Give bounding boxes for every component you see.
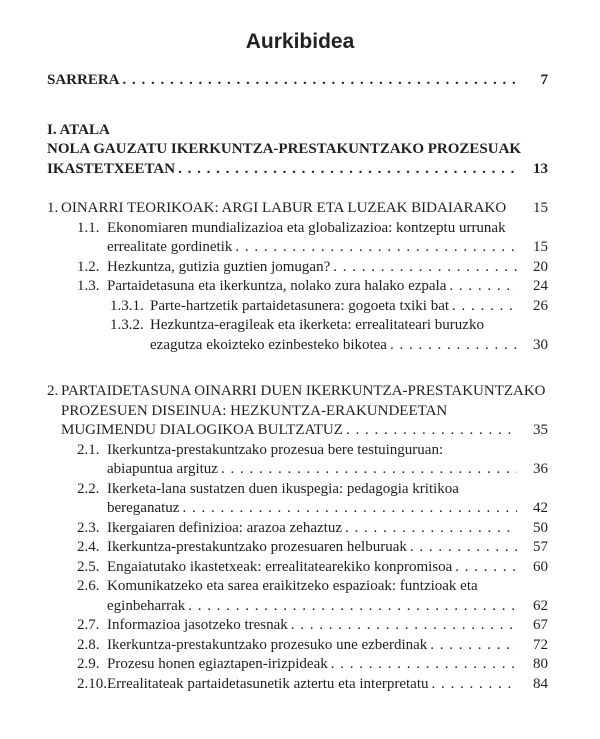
entry-number: 2.5. — [77, 558, 100, 575]
entry-line — [107, 519, 548, 539]
entry-number: 1.1. — [77, 219, 100, 236]
dot-leader — [449, 277, 517, 297]
toc-entry-s2-3 — [77, 519, 548, 539]
entry-line — [61, 199, 548, 219]
toc-entry-s2-7 — [77, 616, 548, 636]
entry-text: abiapuntua argituz — [107, 461, 218, 477]
entry-number: 1.2. — [77, 258, 100, 275]
entry-line — [107, 597, 548, 617]
toc-list — [0, 71, 600, 694]
entry-line — [107, 480, 548, 500]
page-number: 84 — [533, 675, 548, 692]
entry-line — [107, 258, 548, 278]
entry-text: bereganatuz — [107, 500, 180, 516]
page-number: 50 — [533, 519, 548, 536]
entry-text: PARTAIDETASUNA OINARRI DUEN IKERKUNTZA-PRESTAKUNTZAKO — [61, 383, 546, 399]
entry-body — [107, 441, 548, 480]
toc-entry-s2-8 — [77, 636, 548, 656]
entry-body — [107, 480, 548, 519]
toc-entry-s1-3-1 — [110, 297, 548, 317]
entry-text: NOLA GAUZATU IKERKUNTZA-PRESTAKUNTZAKO PROZESUAK — [47, 141, 522, 157]
entry-body — [107, 675, 548, 695]
toc-entry-s1-3 — [77, 277, 548, 297]
toc-entry-s1-3-2 — [110, 316, 548, 355]
entry-line — [107, 655, 548, 675]
entry-line — [107, 675, 548, 695]
entry-body — [47, 121, 548, 180]
entry-number: 2.1. — [77, 441, 100, 458]
entry-line — [47, 140, 548, 160]
entry-text: Prozesu honen egiaztapen-irizpideak — [107, 656, 328, 672]
dot-leader — [331, 655, 517, 675]
entry-text: eginbeharrak — [107, 597, 186, 614]
entry-body — [107, 558, 548, 578]
toc-entry-atala — [47, 121, 548, 180]
toc-entry-ch2 — [47, 382, 548, 441]
entry-text: I. ATALA — [47, 121, 110, 138]
page-number: 24 — [533, 278, 548, 294]
entry-body — [107, 636, 548, 656]
page-number: 62 — [533, 597, 548, 614]
entry-number: 2.4. — [77, 539, 100, 555]
entry-body — [61, 382, 548, 441]
entry-text: Hezkuntza, gutizia guztien jomugan? — [107, 258, 331, 275]
dot-leader — [235, 238, 517, 258]
entry-line — [107, 219, 548, 239]
toc-entry-s2-5 — [77, 558, 548, 578]
entry-line — [107, 441, 548, 461]
toc-entry-s1-2 — [77, 258, 548, 278]
entry-body — [47, 71, 548, 91]
page-number: 67 — [533, 617, 548, 633]
entry-line — [107, 460, 548, 480]
entry-number: 2.9. — [77, 656, 100, 672]
entry-number: 1.3. — [77, 278, 100, 294]
dot-leader — [390, 336, 517, 356]
entry-number: 2.7. — [77, 617, 100, 633]
entry-text: ezagutza ekoizteko ezinbesteko bikotea — [150, 336, 387, 353]
toc-entry-s1-1 — [77, 219, 548, 258]
entry-line — [107, 616, 548, 636]
entry-line — [150, 297, 548, 317]
dot-leader — [123, 71, 517, 91]
dot-leader — [182, 499, 517, 519]
toc-entry-s2-6 — [77, 577, 548, 616]
entry-line — [150, 336, 548, 356]
dot-leader — [455, 558, 517, 578]
page-number: 60 — [533, 558, 548, 575]
page-number: 57 — [533, 539, 548, 555]
entry-line — [47, 121, 548, 141]
entry-body — [107, 277, 548, 297]
entry-text: Ikergaiaren definizioa: arazoa zehaztuz — [107, 519, 342, 536]
entry-body — [107, 538, 548, 558]
entry-text: Partaidetasuna eta ikerkuntza, nolako zura halako ezpala — [107, 278, 447, 294]
entry-text: errealitate gordinetik — [107, 239, 233, 255]
entry-line — [107, 238, 548, 258]
page-number: 26 — [533, 297, 548, 314]
entry-body — [107, 219, 548, 258]
entry-text: Ikerkuntza-prestakuntzako prozesua bere testuinguruan: — [107, 441, 444, 458]
entry-text: Komunikatzeko eta sarea eraikitzeko espazioak: funtzioak eta — [107, 578, 478, 594]
entry-number: 2.3. — [77, 519, 100, 536]
entry-text: OINARRI TEORIKOAK: ARGI LABUR ETA LUZEAK BIDAIARAKO — [61, 200, 507, 216]
dot-leader — [346, 421, 517, 441]
entry-body — [107, 519, 548, 539]
entry-text: Ekonomiaren mundializazioa eta globalizazioa: kontzeptu urrunak — [107, 219, 506, 236]
page-number: 13 — [533, 160, 548, 177]
entry-line — [61, 382, 548, 402]
entry-text: PROZESUEN DISEINUA: HEZKUNTZA-ERAKUNDEETAN — [61, 402, 448, 419]
entry-line — [107, 499, 548, 519]
entry-line — [47, 160, 548, 180]
toc-entry-s2-9 — [77, 655, 548, 675]
entry-line — [107, 577, 548, 597]
dot-leader — [188, 597, 517, 617]
document-page — [0, 29, 600, 739]
entry-line — [107, 558, 548, 578]
page-number: 20 — [533, 258, 548, 275]
dot-leader — [291, 616, 517, 636]
dot-leader — [430, 636, 517, 656]
dot-leader — [221, 460, 517, 480]
entry-number: 2.2. — [77, 480, 100, 497]
toc-entry-s2-4 — [77, 538, 548, 558]
page-number: 42 — [533, 500, 548, 516]
entry-number: 2.10. — [77, 675, 107, 692]
entry-line — [61, 402, 548, 422]
dot-leader — [333, 258, 517, 278]
page-number: 30 — [533, 336, 548, 353]
page-title: Aurkibidea — [245, 30, 355, 53]
page-number: 15 — [533, 239, 548, 255]
entry-body — [107, 258, 548, 278]
entry-body — [150, 316, 548, 355]
toc-entry-sarrera — [47, 71, 548, 91]
entry-line — [47, 71, 548, 91]
page-number: 36 — [533, 461, 548, 477]
entry-text: Ikerketa-lana sustatzen duen ikuspegia: pedagogia kritikoa — [107, 480, 459, 497]
entry-number: 1.3.2. — [110, 317, 144, 333]
entry-body — [61, 199, 548, 219]
entry-line — [61, 421, 548, 441]
entry-text: Hezkuntza-eragileak eta ikerketa: errealitateari buruzko — [150, 317, 484, 333]
entry-text: Errealitateak partaidetasunetik aztertu eta interpretatu — [107, 675, 429, 692]
entry-line — [150, 316, 548, 336]
dot-leader — [432, 675, 518, 695]
entry-text: MUGIMENDU DIALOGIKOA BULTZATUZ — [61, 422, 343, 438]
entry-line — [107, 277, 548, 297]
dot-leader — [178, 160, 517, 180]
dot-leader — [410, 538, 517, 558]
entry-body — [150, 297, 548, 317]
dot-leader — [452, 297, 517, 317]
page-number: 35 — [533, 422, 548, 438]
entry-number: 1. — [47, 200, 59, 216]
entry-text: Informazioa jasotzeko tresnak — [107, 617, 288, 633]
entry-body — [107, 655, 548, 675]
entry-body — [107, 577, 548, 616]
page-number: 80 — [533, 656, 548, 672]
dot-leader — [345, 519, 517, 539]
toc-entry-s2-10 — [77, 675, 548, 695]
entry-line — [107, 636, 548, 656]
entry-number: 2. — [47, 383, 59, 399]
entry-number: 1.3.1. — [110, 297, 144, 314]
entry-number: 2.8. — [77, 636, 100, 653]
toc-entry-s2-2 — [77, 480, 548, 519]
toc-entry-s2-1 — [77, 441, 548, 480]
page-number: 72 — [533, 636, 548, 653]
entry-number: 2.6. — [77, 578, 100, 594]
entry-line — [107, 538, 548, 558]
toc-entry-ch1 — [47, 199, 548, 219]
entry-text: Ikerkuntza-prestakuntzako prozesuko une ezberdinak — [107, 636, 428, 653]
entry-body — [107, 616, 548, 636]
page-number: 7 — [540, 72, 548, 88]
page-number: 15 — [533, 200, 548, 216]
entry-text: IKASTETXEETAN — [47, 160, 176, 177]
entry-text: Ikerkuntza-prestakuntzako prozesuaren helburuak — [107, 539, 407, 555]
entry-text: Parte-hartzetik partaidetasunera: gogoeta txiki bat — [150, 297, 450, 314]
entry-text: SARRERA — [47, 72, 120, 88]
entry-text: Engaiatutako ikastetxeak: errealitatearekiko konpromisoa — [107, 558, 453, 575]
